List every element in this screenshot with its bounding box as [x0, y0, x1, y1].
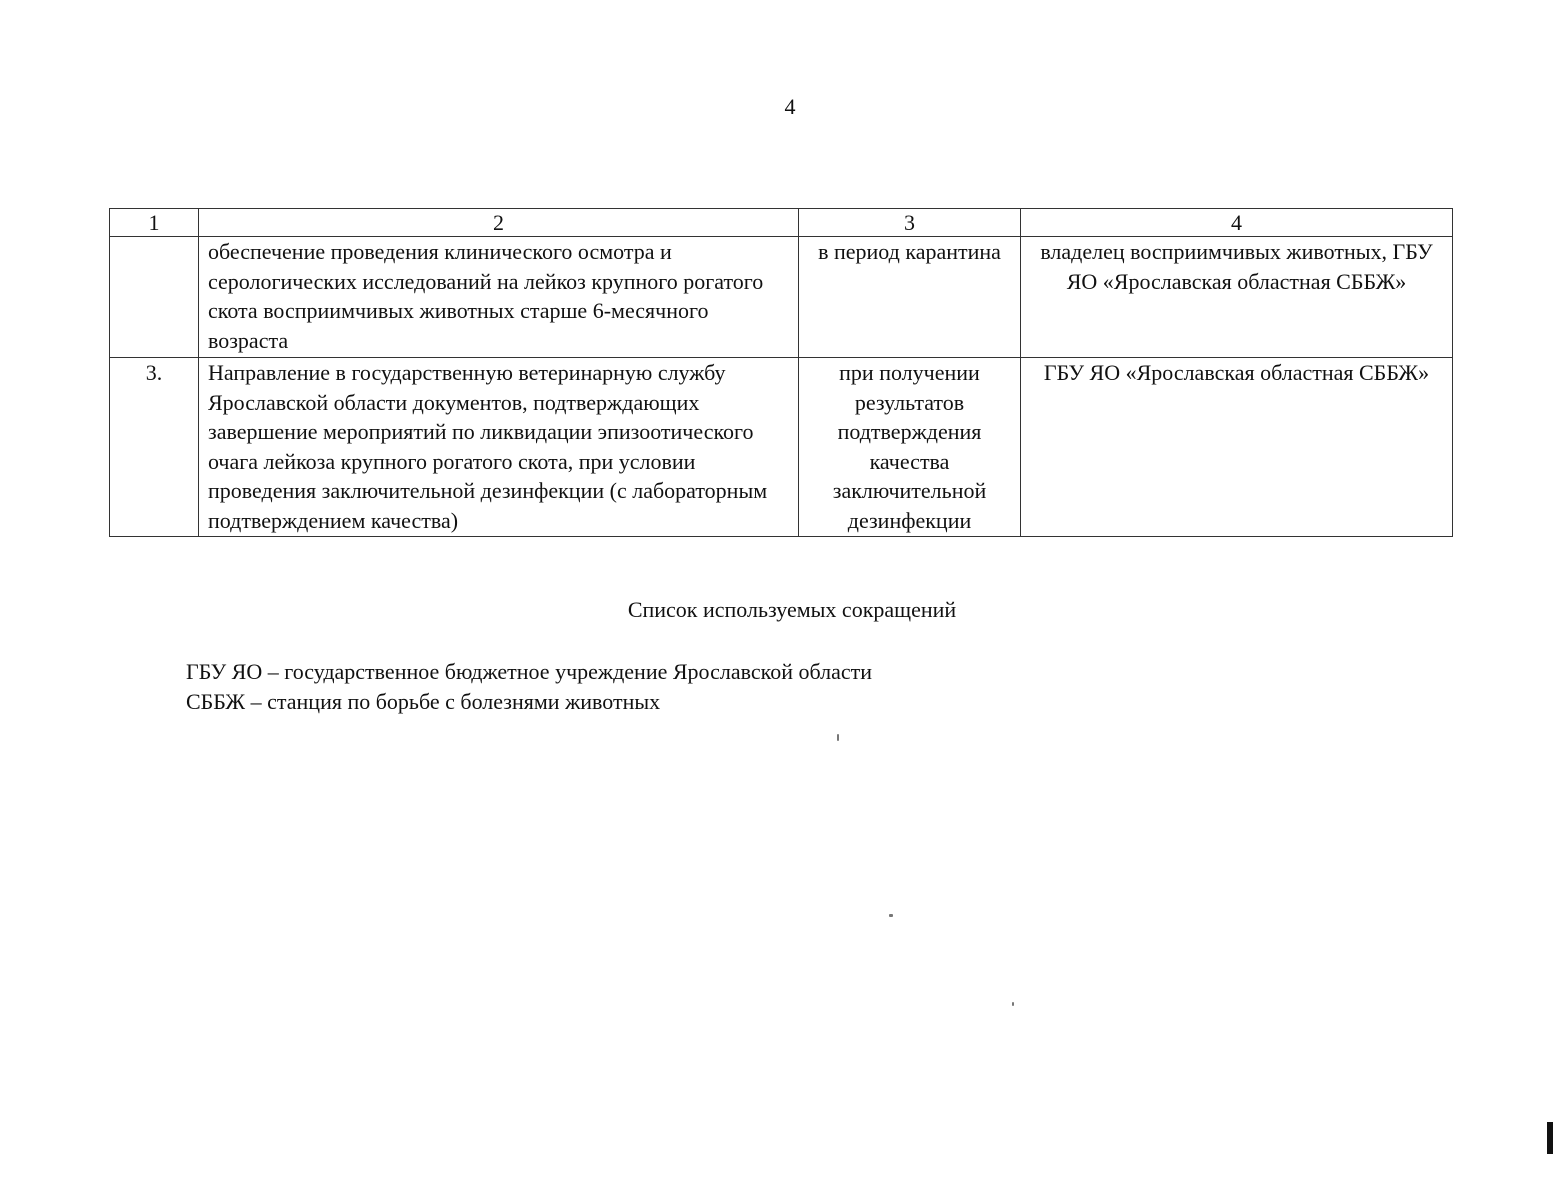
column-header: 3 [799, 209, 1021, 237]
term-cell: при получении результатов подтверждения качества заключительной дезинфекции [799, 358, 1021, 537]
table-row [110, 358, 1453, 537]
table-row [110, 237, 1453, 358]
row-number [110, 237, 199, 358]
scan-speck [837, 734, 839, 741]
measures-table [109, 208, 1453, 537]
term-cell: в период карантина [799, 237, 1021, 358]
responsible-cell: владелец восприимчивых животных, ГБУ ЯО «Ярославская областная СББЖ» [1021, 237, 1453, 358]
abbreviations-list [186, 657, 872, 717]
column-header: 4 [1021, 209, 1453, 237]
table-header-row [110, 209, 1453, 237]
column-header: 1 [110, 209, 199, 237]
measure-cell: обеспечение проведения клинического осмотра и серологических исследований на лейкоз крупного рогатого скота восприимчивых животных старше 6-месячного возраста [199, 237, 799, 358]
scan-speck [889, 914, 893, 917]
page-number: 4 [784, 94, 796, 119]
abbreviation-item: СББЖ – станция по борьбе с болезнями животных [186, 689, 661, 714]
measure-cell: Направление в государственную ветеринарную службу Ярославской области документов, подтверждающих завершение мероприятий по ликвидации эпизоотического очага лейкоза крупного рогатого скота, при условии проведения заключительной дезинфекции (с лабораторным подтверждением качества) [199, 358, 799, 537]
responsible-cell: ГБУ ЯО «Ярославская областная СББЖ» [1021, 358, 1453, 537]
scan-speck [1012, 1002, 1014, 1006]
row-number: 3. [110, 358, 199, 537]
column-header: 2 [199, 209, 799, 237]
scan-edge-mark [1547, 1122, 1553, 1154]
abbreviation-item: ГБУ ЯО – государственное бюджетное учреждение Ярославской области [186, 659, 873, 684]
abbreviations-title: Список используемых сокращений [627, 597, 957, 622]
